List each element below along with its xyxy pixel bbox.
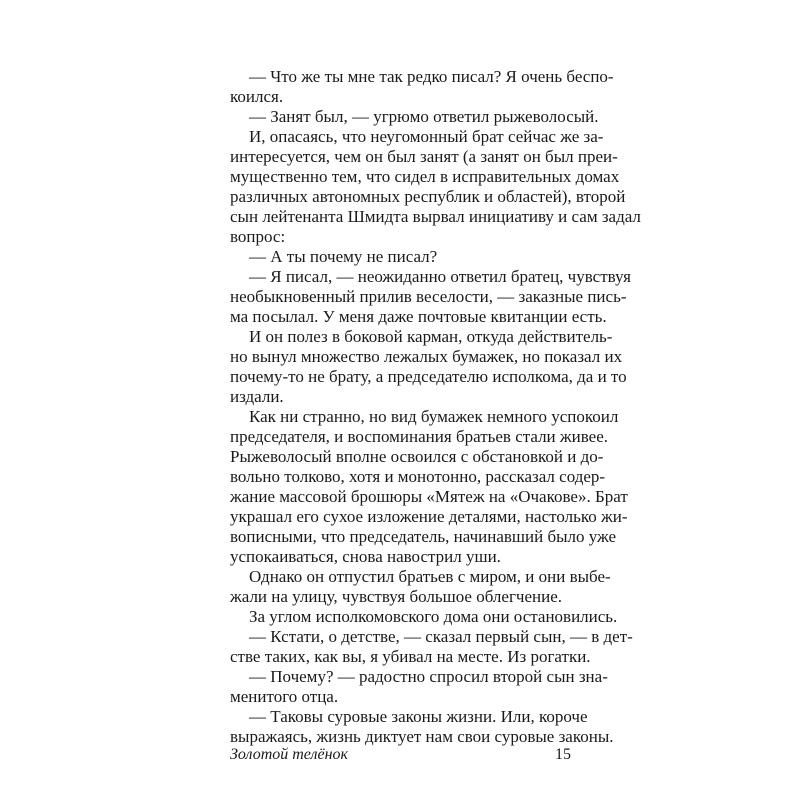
text-line: Рыжеволосый вполне освоился с обстановкой и до- (230, 447, 604, 466)
text-line: необыкновенный прилив веселости, — заказные пись- (230, 287, 627, 306)
text-line: И он полез в боковой карман, откуда действитель- (249, 327, 613, 346)
text-line: выражаясь, жизнь диктует нам свои суровые законы. (230, 727, 614, 746)
text-line: менитого отца. (230, 687, 339, 706)
text-line: жали на улицу, чувствуя большое облегчение. (230, 587, 563, 606)
text-line: — Таковы суровые законы жизни. Или, короче (249, 707, 588, 726)
text-line: вольно толково, хотя и монотонно, рассказал содер- (230, 467, 606, 486)
text-line: — Почему? — радостно спросил второй сын зна- (249, 667, 608, 686)
text-line: жание массовой брошюры «Мятеж на «Очакове». Брат (230, 487, 628, 506)
text-line: различных автономных республик и областей), второй (230, 187, 626, 206)
text-line: мущественно тем, что сидел в исправительных домах (230, 167, 620, 186)
text-line: но вынул множество лежалых бумажек, но показал их (230, 347, 623, 366)
text-line: председателя, и воспоминания братьев стали живее. (230, 427, 609, 446)
text-line: почему-то не брату, а председателю исполкома, да и то (230, 367, 627, 386)
text-line: — А ты почему не писал? (249, 247, 438, 266)
page-footer (230, 744, 571, 766)
running-title: Золотой телёнок (230, 746, 349, 763)
text-line: коился. (230, 87, 284, 106)
text-line: Как ни странно, но вид бумажек немного успокоил (249, 407, 619, 426)
text-line: издали. (230, 387, 284, 406)
text-line: И, опасаясь, что неугомонный брат сейчас же за- (249, 127, 604, 146)
text-line: стве таких, как вы, я убивал на месте. Из рогатки. (230, 647, 591, 666)
text-line: интересуется, чем он был занят (а занят он был преи- (230, 147, 618, 166)
text-line: вописными, что председатель, начинавший было уже (230, 527, 617, 546)
text-line: ма посылал. У меня даже почтовые квитанции есть. (230, 307, 607, 326)
text-line: сын лейтенанта Шмидта вырвал инициативу и сам задал (230, 207, 641, 226)
text-line: Однако он отпустил братьев с миром, и они выбе- (249, 567, 611, 586)
text-line: — Я писал, — неожиданно ответил братец, чувствуя (249, 267, 631, 286)
text-line: успокаиваться, снова навострил уши. (230, 547, 501, 566)
page-body-text (230, 67, 641, 747)
page-number: 15 (555, 746, 571, 763)
text-line: — Занят был, — угрюмо ответил рыжеволосый. (249, 107, 599, 126)
text-line: украшал его сухое изложение деталями, настолько жи- (230, 507, 628, 526)
text-line: За углом исполкомовского дома они остановились. (249, 607, 618, 626)
text-line: — Что же ты мне так редко писал? Я очень беспо- (249, 67, 614, 86)
text-line: вопрос: (230, 227, 286, 246)
text-line: — Кстати, о детстве, — сказал первый сын, — в дет- (249, 627, 633, 646)
